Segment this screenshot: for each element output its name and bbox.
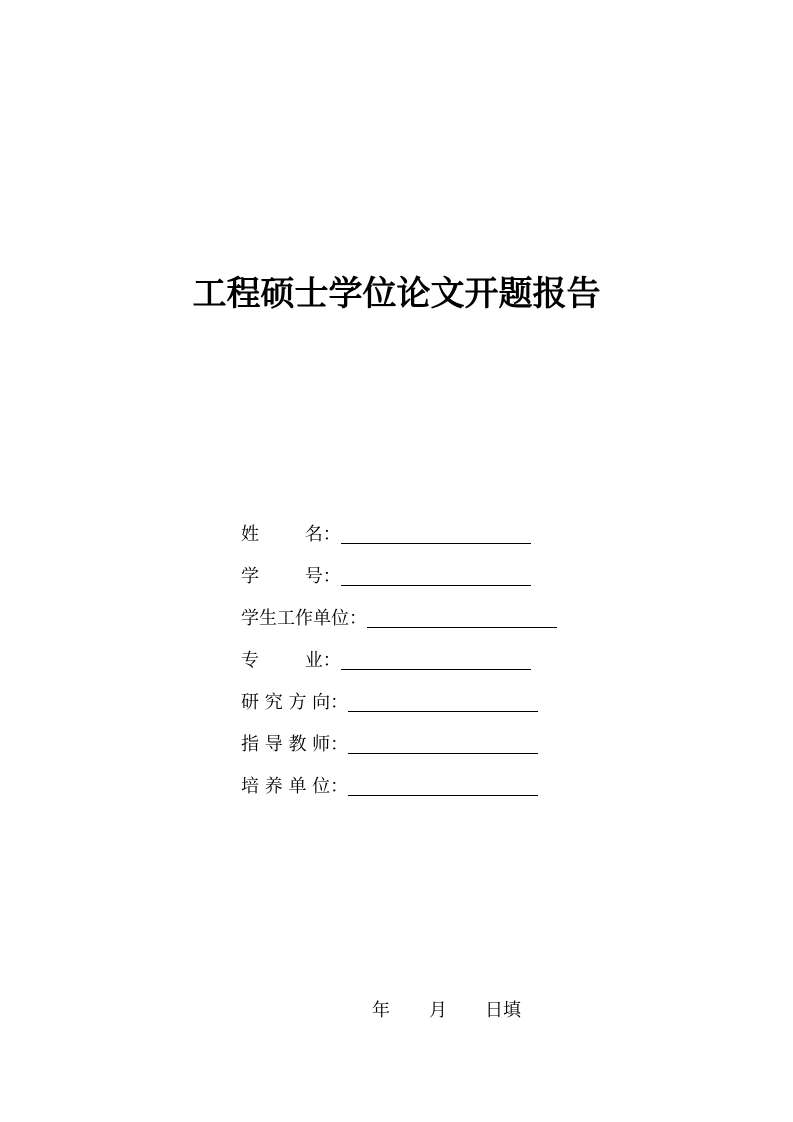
research-direction-field[interactable] — [348, 711, 538, 712]
work-unit-field-row — [241, 604, 557, 630]
advisor-label: 指 导 教 师： — [241, 734, 349, 755]
day-fill-label: 日填 — [485, 1000, 521, 1021]
training-unit-label: 培 养 单 位： — [241, 776, 349, 797]
major-field-row — [241, 646, 531, 672]
advisor-field[interactable] — [348, 753, 538, 754]
name-field[interactable] — [341, 543, 531, 544]
student-id-field-row — [241, 562, 531, 588]
month-label: 月 — [429, 1000, 447, 1021]
research-direction-label: 研 究 方 向： — [241, 692, 349, 713]
student-id-field[interactable] — [341, 585, 531, 586]
name-field-row — [241, 520, 531, 546]
student-id-label: 学 号： — [241, 566, 341, 587]
training-unit-field-row — [241, 772, 538, 798]
training-unit-field[interactable] — [348, 795, 538, 796]
major-label: 专 业： — [241, 650, 341, 671]
year-label: 年 — [372, 1000, 390, 1021]
work-unit-label: 学生工作单位： — [241, 608, 367, 629]
work-unit-field[interactable] — [367, 627, 557, 628]
page-title: 工程硕士学位论文开题报告 — [192, 274, 601, 314]
advisor-field-row — [241, 730, 538, 756]
major-field[interactable] — [341, 669, 531, 670]
research-direction-field-row — [241, 688, 538, 714]
name-label: 姓 名： — [241, 524, 341, 545]
fill-date — [372, 998, 521, 1024]
